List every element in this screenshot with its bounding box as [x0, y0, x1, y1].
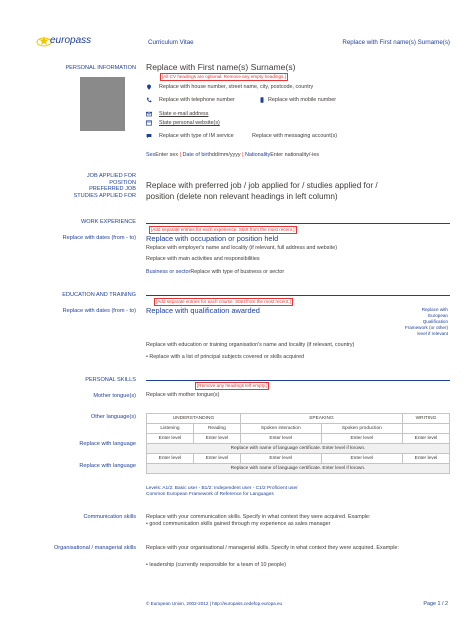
doc-title: Curriculum Vitae: [148, 39, 194, 46]
mother-tongue-value: Replace with mother tongue(s): [146, 392, 220, 398]
sex-label: Sex: [146, 152, 156, 158]
job-text-line: position (delete non relevant headings in left column): [146, 192, 338, 201]
language-table: [146, 413, 450, 474]
organisational-skills-label: Organisational / managerial skills: [53, 545, 136, 551]
language-table-subheader: [147, 424, 450, 434]
personal-note: [All CV headings are optional. Remove any empty headings.]: [162, 74, 286, 79]
employer: Replace with employer's name and locality (if relevant, full address and website): [146, 245, 337, 251]
language-row-label: Replace with language: [79, 441, 136, 447]
education-heading: EDUCATION AND TRAINING: [62, 292, 136, 298]
qualification: Replace with qualification awarded: [146, 306, 260, 315]
dob-label: Date of birth: [182, 152, 212, 158]
eqf-line: Qualification: [422, 319, 448, 324]
job-applied-label: [0, 173, 136, 199]
language-table-header: [147, 414, 450, 424]
education-note: [Add separate entries for each course. Start from the most recent.]: [156, 299, 291, 304]
certificate-cell: Replace with name of language certificate. Enter level if known.: [147, 444, 450, 454]
production-header: Spoken production: [321, 424, 402, 434]
writing-header: WRITING: [403, 414, 450, 424]
personal-info-heading: PERSONAL INFORMATION: [65, 65, 136, 71]
work-experience-heading: WORK EXPERIENCE: [80, 219, 136, 225]
mobile-icon: [259, 97, 265, 103]
eqf-line: European: [428, 313, 448, 318]
level-cell: Enter level: [193, 434, 240, 444]
speaking-header: SPEAKING: [240, 414, 402, 424]
organisational-line: Replace with your organisational / managerial skills. Specify in what context they were acquired. Example:: [146, 545, 399, 551]
website-icon: [146, 120, 152, 126]
level-cell: Enter level: [403, 434, 450, 444]
email-link[interactable]: State e-mail address: [159, 111, 209, 117]
sector-value: Replace with type of business or sector: [190, 269, 285, 275]
eqf-line: level if relevant: [417, 331, 448, 336]
chat-icon: [146, 133, 152, 139]
email-icon: [146, 111, 152, 117]
nationality-label: Nationality: [245, 152, 271, 158]
address: Replace with house number, street name, city, postcode, country: [159, 84, 314, 90]
level-cell: Enter level: [193, 454, 240, 464]
education-organisation: Replace with education or training organisation's name and locality (if relevant, country): [146, 342, 355, 348]
sex-value: Enter sex: [155, 152, 179, 158]
job-label-line: PREFERRED JOB: [89, 186, 136, 193]
occupation: Replace with occupation or position held: [146, 234, 279, 243]
organisational-line: • leadership (currently responsible for a team of 10 people): [146, 562, 287, 568]
activities: Replace with main activities and responsibilities: [146, 256, 260, 262]
certificate-row: [147, 444, 450, 454]
im-account: Replace with messaging account(s): [252, 133, 338, 139]
nationality-value: Enter nationality/-ies: [270, 152, 320, 158]
skills-divider: [146, 380, 450, 381]
europass-logo: [36, 34, 106, 48]
certificate-row: [147, 464, 450, 474]
level-cell: Enter level: [147, 434, 194, 444]
location-icon: [146, 84, 152, 90]
divider: |: [179, 152, 181, 158]
level-cell: Enter level: [240, 454, 321, 464]
reading-header: Reading: [193, 424, 240, 434]
header-name: Replace with First name(s) Surname(s): [342, 39, 450, 46]
writing-subheader: [403, 424, 450, 434]
work-divider: [146, 223, 450, 224]
level-cell: Enter level: [147, 454, 194, 464]
logo-text: europass: [50, 35, 92, 46]
levels-line: Common European Framework of Reference for Languages: [146, 492, 274, 497]
im-service: Replace with type of IM service: [159, 133, 234, 139]
personal-name: Replace with First name(s) Surname(s): [146, 62, 296, 72]
language-row: [147, 434, 450, 444]
level-cell: Enter level: [321, 434, 402, 444]
mother-tongue-label: Mother tongue(s): [93, 393, 136, 399]
photo-placeholder: [80, 77, 125, 131]
level-cell: Enter level: [240, 434, 321, 444]
eqf-line: Framework (or other): [404, 325, 448, 330]
phone-icon: [146, 97, 152, 103]
interaction-header: Spoken interaction: [240, 424, 321, 434]
job-applied-text: [146, 180, 378, 202]
sector-label: Business or sector: [146, 269, 191, 275]
eqf-line: Replace with: [421, 307, 448, 312]
personal-details-line: [146, 152, 319, 158]
work-dates: Replace with dates (from - to): [62, 235, 136, 241]
skills-note: [Remove any headings left empty.]: [197, 383, 268, 388]
dob-value: dd/mm/yyyy: [211, 152, 241, 158]
communication-line: • good communication skills gained through my experience as sales manager: [146, 521, 331, 527]
language-row-label: Replace with language: [79, 463, 136, 469]
level-cell: Enter level: [321, 454, 402, 464]
business-sector: [146, 269, 284, 275]
job-label-line: JOB APPLIED FOR: [86, 173, 136, 179]
website-link[interactable]: State personal website(s): [159, 120, 220, 126]
communication-line: Replace with your communication skills. Specify in what context they were acquired. Example:: [146, 514, 371, 520]
understanding-header: UNDERSTANDING: [147, 414, 241, 424]
work-note: [Add separate entries for each experience. Start from the most recent.]: [151, 227, 295, 232]
job-label-line: POSITION: [109, 179, 136, 186]
eqf-level: [405, 307, 448, 337]
other-languages-label: Other language(s): [90, 414, 136, 420]
level-cell: Enter level: [403, 454, 450, 464]
mobile: Replace with mobile number: [268, 97, 337, 103]
certificate-cell: Replace with name of language certificate. Enter level if known.: [147, 464, 450, 474]
telephone: Replace with telephone number: [159, 97, 235, 103]
listening-header: Listening: [147, 424, 194, 434]
job-label-line: STUDIES APPLIED FOR: [73, 192, 136, 199]
footer-copyright: © European Union, 2002-2012 | http://europass.cedefop.europa.eu: [146, 601, 283, 606]
communication-skills-label: Communication skills: [83, 514, 136, 520]
footer-page: Page 1 / 2: [423, 601, 448, 607]
levels-line: Levels: A1/2: Basic user - B1/2: Independent user - C1/2 Proficient user: [146, 486, 298, 491]
education-divider: [146, 295, 450, 296]
personal-skills-heading: PERSONAL SKILLS: [85, 377, 136, 383]
job-text-line: Replace with preferred job / job applied for / studies applied for /: [146, 181, 378, 190]
education-subjects: • Replace with a list of principal subjects covered or skills acquired: [146, 354, 304, 360]
language-levels-legend: [146, 486, 298, 498]
divider: |: [242, 152, 244, 158]
language-row: [147, 454, 450, 464]
education-dates: Replace with dates (from - to): [62, 308, 136, 314]
